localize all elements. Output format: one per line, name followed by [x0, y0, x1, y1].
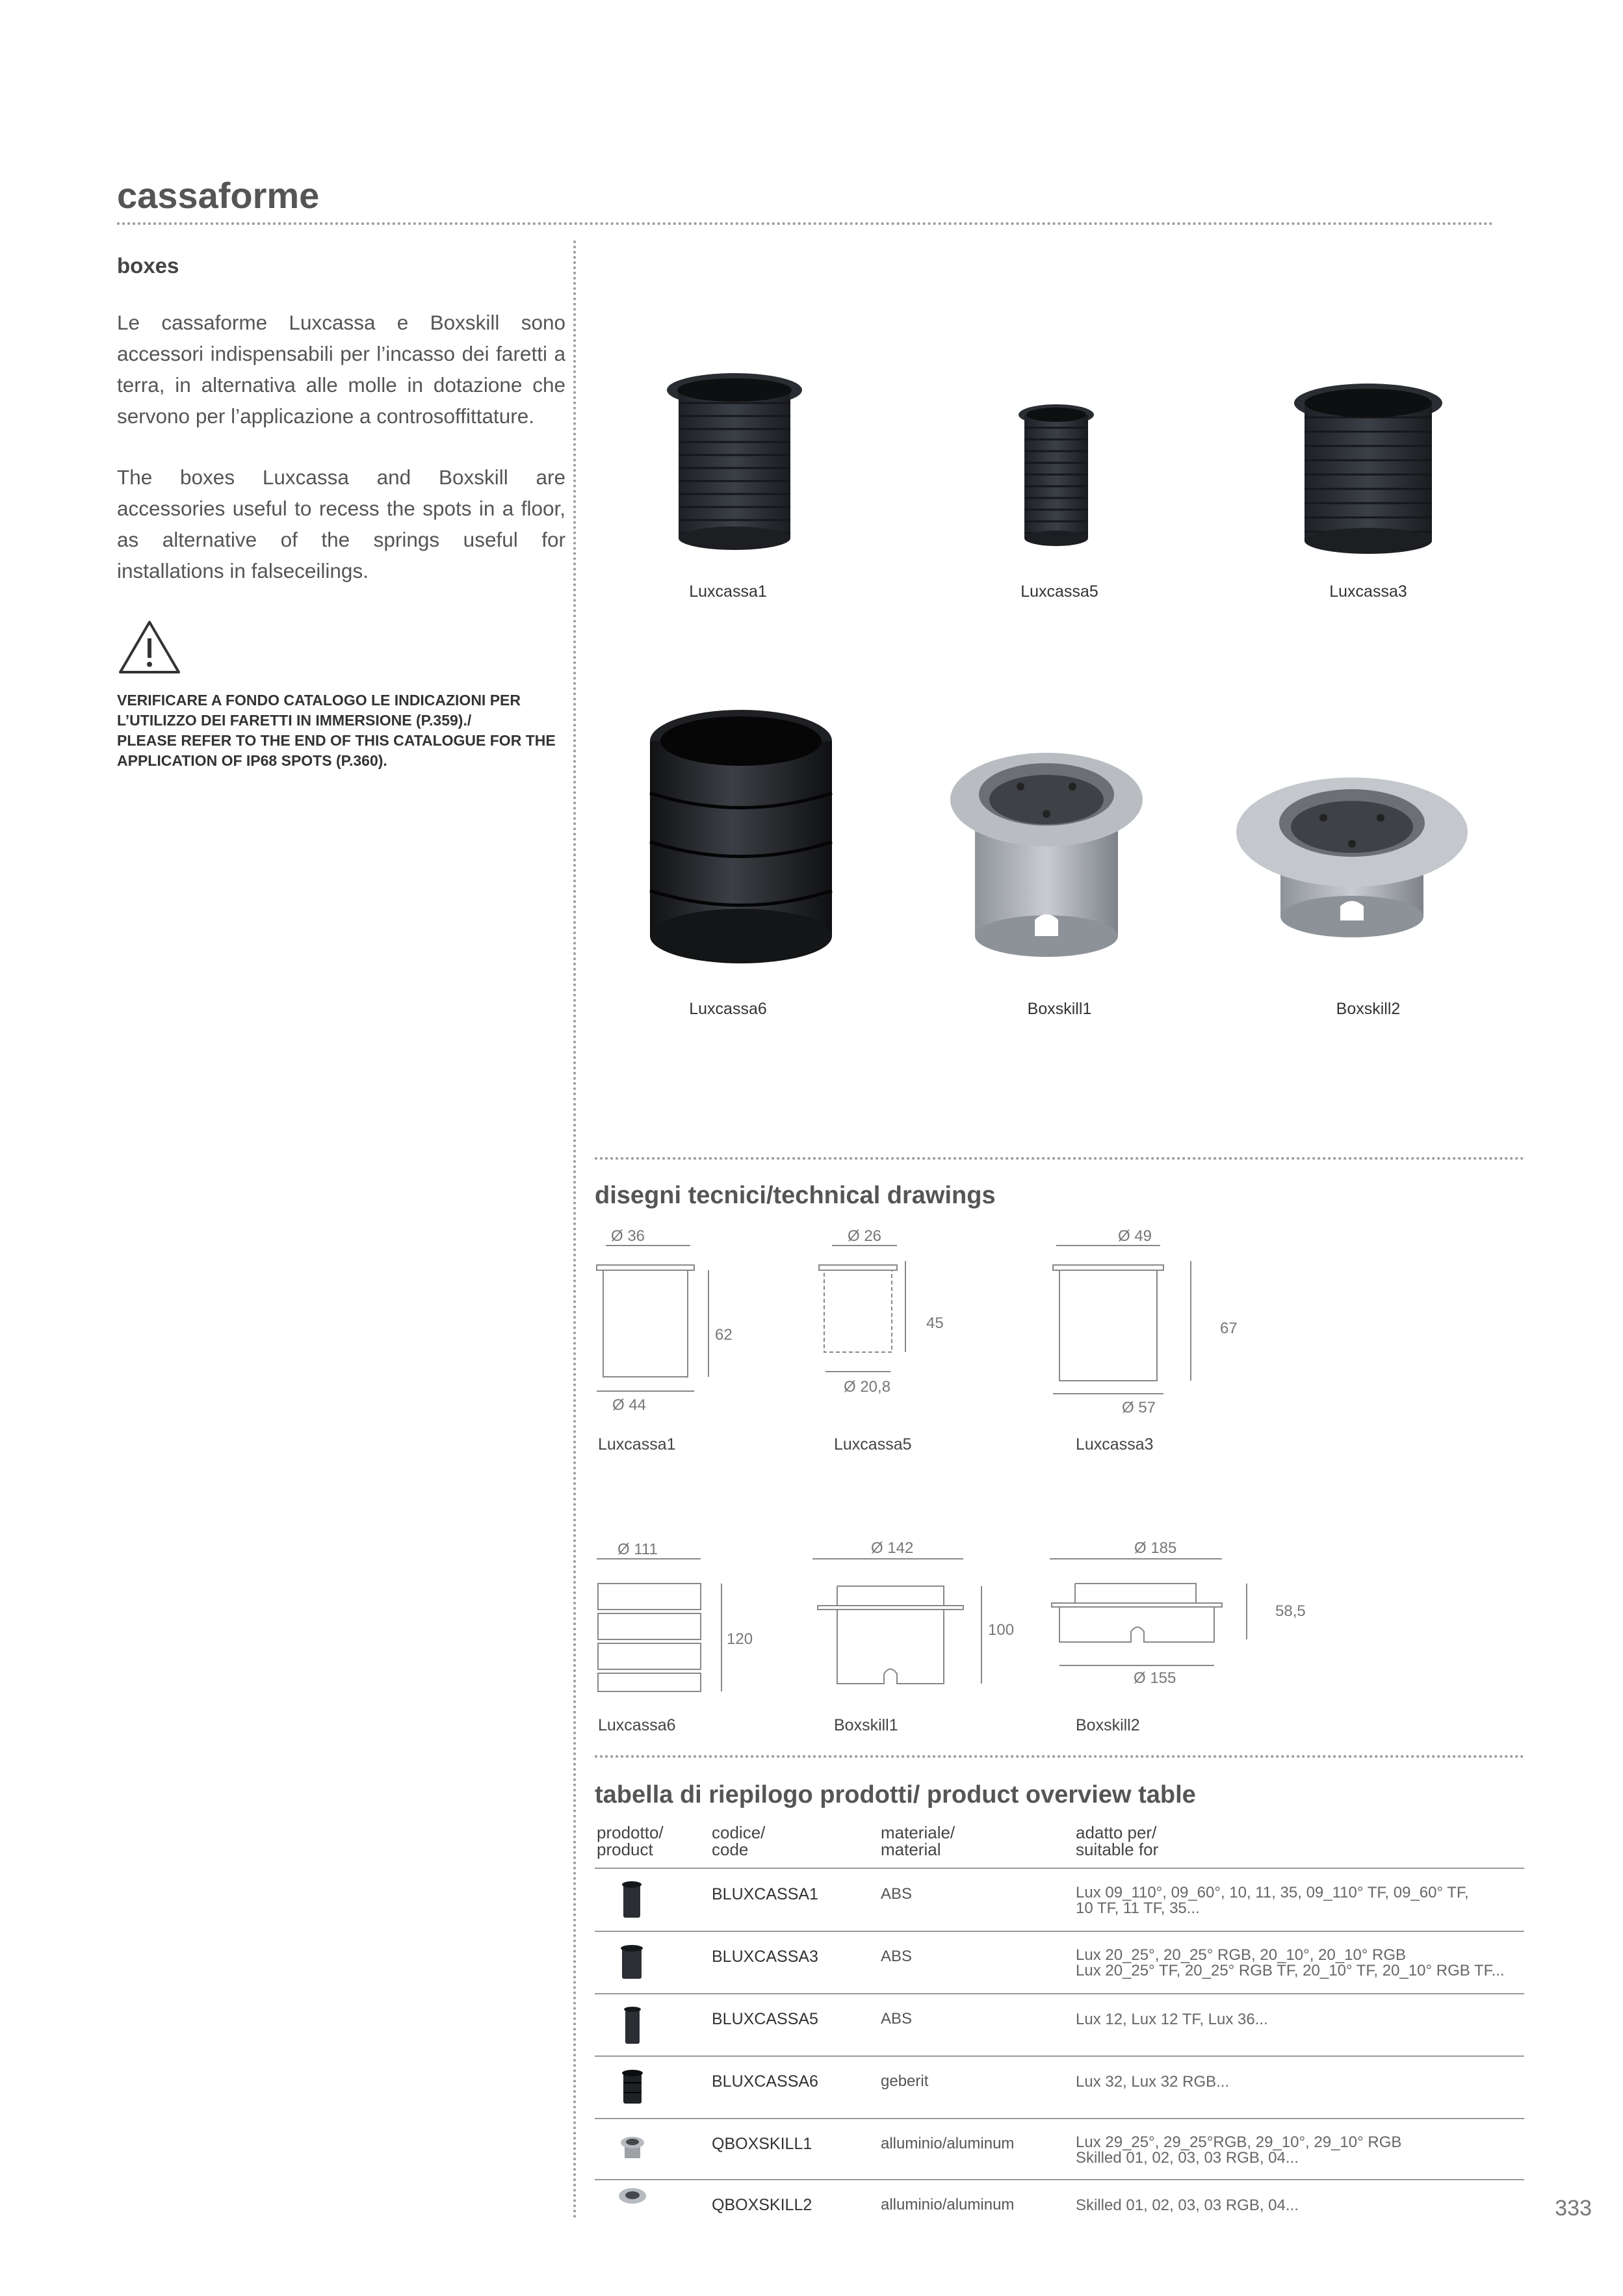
row-material: ABS	[881, 2010, 913, 2028]
row-material: alluminio/aluminum	[881, 2196, 1015, 2213]
drawings-title: disegni tecnici/technical drawings	[595, 1182, 996, 1209]
luxcassa1-image	[663, 364, 806, 553]
luxcassa5-image	[1014, 397, 1098, 553]
luxcassa3-image	[1290, 377, 1446, 559]
dim-bottom-luxcassa3: Ø 57	[1122, 1399, 1156, 1416]
thumb-boxskill1	[619, 2133, 645, 2162]
drawing-name-luxcassa6: Luxcassa6	[598, 1716, 676, 1734]
product-label-luxcassa1: Luxcassa1	[689, 582, 767, 601]
drawings-divider	[595, 1157, 1524, 1160]
header-material: materiale/ material	[881, 1823, 955, 1859]
row-material: geberit	[881, 2072, 929, 2090]
product-label-luxcassa5: Luxcassa5	[1020, 582, 1098, 601]
drawings-row1	[585, 1235, 1560, 1508]
luxcassa6-image	[643, 702, 838, 969]
table-rule	[595, 1868, 1524, 1869]
row-suitable: Lux 32, Lux 32 RGB...	[1076, 2073, 1230, 2091]
table-rule	[595, 2179, 1524, 2180]
table-divider	[595, 1755, 1524, 1758]
drawing-name-luxcassa5: Luxcassa5	[834, 1435, 912, 1454]
section-subtitle: boxes	[117, 254, 179, 278]
row-code: BLUXCASSA6	[712, 2072, 818, 2091]
dim-height-luxcassa3: 67	[1220, 1320, 1238, 1337]
dim-height-luxcassa6: 120	[727, 1630, 753, 1648]
table-rule	[595, 2055, 1524, 2057]
drawing-name-boxskill2: Boxskill2	[1076, 1716, 1140, 1734]
column-divider	[573, 241, 576, 2220]
drawing-name-boxskill1: Boxskill1	[834, 1716, 898, 1734]
header-suitable: adatto per/ suitable for	[1076, 1823, 1159, 1859]
dim-bottom-luxcassa1: Ø 44	[612, 1396, 647, 1414]
dim-bottom-boxskill2: Ø 155	[1134, 1669, 1176, 1687]
header-code: codice/ code	[712, 1823, 766, 1859]
dim-top-boxskill1: Ø 142	[871, 1539, 914, 1557]
dim-top-boxskill2: Ø 185	[1134, 1539, 1177, 1557]
drawings-row2	[585, 1528, 1560, 1723]
dim-bottom-luxcassa5: Ø 20,8	[844, 1378, 891, 1396]
product-label-boxskill2: Boxskill2	[1336, 1000, 1401, 1018]
intro-italian: Le cassaforme Luxcassa e Boxskill sono accessori indispensabili per l’incasso dei faretti a terra, in alternativa alle molle in dotazione che servono per l’applicazione a controsoffittature.	[117, 311, 565, 428]
dim-top-luxcassa1: Ø 36	[611, 1227, 645, 1245]
row-suitable: Lux 09_110°, 09_60°, 10, 11, 35, 09_110° TF, 09_60° TF, 10 TF, 11 TF, 35...	[1076, 1884, 1469, 1917]
table-rule	[595, 1993, 1524, 1994]
header-divider	[117, 222, 1494, 225]
dim-top-luxcassa5: Ø 26	[848, 1227, 882, 1245]
thumb-luxcassa3	[619, 1944, 644, 1983]
dim-top-luxcassa3: Ø 49	[1118, 1227, 1152, 1245]
row-suitable: Skilled 01, 02, 03, 03 RGB, 04...	[1076, 2197, 1299, 2214]
thumb-luxcassa5	[623, 2005, 642, 2046]
thumb-luxcassa1	[621, 1880, 643, 1920]
dim-height-boxskill1: 100	[988, 1621, 1015, 1639]
row-code: BLUXCASSA1	[712, 1885, 818, 1903]
product-label-boxskill1: Boxskill1	[1027, 1000, 1092, 1018]
product-label-luxcassa6: Luxcassa6	[689, 1000, 767, 1018]
row-code: BLUXCASSA3	[712, 1948, 818, 1966]
row-suitable: Lux 12, Lux 12 TF, Lux 36...	[1076, 2011, 1268, 2028]
dim-height-luxcassa5: 45	[926, 1314, 944, 1332]
header-product: prodotto/ product	[597, 1823, 664, 1859]
table-title: tabella di riepilogo prodotti/ product overview table	[595, 1781, 1196, 1808]
row-material: ABS	[881, 1885, 913, 1903]
thumb-luxcassa6	[621, 2068, 644, 2106]
row-code: BLUXCASSA5	[712, 2010, 818, 2028]
dim-height-boxskill2: 58,5	[1275, 1602, 1306, 1620]
row-material: ABS	[881, 1948, 913, 1965]
boxskill2-image	[1235, 767, 1469, 962]
row-suitable: Lux 20_25°, 20_25° RGB, 20_10°, 20_10° RGB Lux 20_25° TF, 20_25° RGB TF, 20_10° TF, 20_10° RGB TF...	[1076, 1946, 1505, 1979]
product-label-luxcassa3: Luxcassa3	[1329, 582, 1407, 601]
warning-icon	[117, 619, 182, 676]
dim-top-luxcassa6: Ø 111	[617, 1541, 658, 1558]
intro-english: The boxes Luxcassa and Boxskill are accessories useful to recess the spots in a floor, as alternative of the springs useful for installations in falseceilings.	[117, 465, 565, 582]
table-rule	[595, 2118, 1524, 2119]
table-rule	[595, 1931, 1524, 1932]
page-title: cassaforme	[117, 175, 320, 216]
drawing-name-luxcassa1: Luxcassa1	[598, 1435, 676, 1454]
row-material: alluminio/aluminum	[881, 2135, 1015, 2152]
warning-text: VERIFICARE A FONDO CATALOGO LE INDICAZIONI PER L’UTILIZZO DEI FARETTI IN IMMERSIONE (P.359)./ PLEASE REFER TO THE END OF THIS CATALOGUE FOR THE APPLICATION OF IP68 SPOTS (P.360).	[117, 692, 556, 769]
boxskill1-image	[949, 741, 1144, 962]
drawing-name-luxcassa3: Luxcassa3	[1076, 1435, 1154, 1454]
row-code: QBOXSKILL2	[712, 2196, 812, 2214]
row-code: QBOXSKILL1	[712, 2135, 812, 2153]
row-suitable: Lux 29_25°, 29_25°RGB, 29_10°, 29_10° RGB Skilled 01, 02, 03, 03 RGB, 04...	[1076, 2133, 1402, 2167]
thumb-boxskill2	[617, 2184, 647, 2210]
page-number: 333	[1555, 2196, 1592, 2221]
dim-height-luxcassa1: 62	[715, 1326, 733, 1344]
